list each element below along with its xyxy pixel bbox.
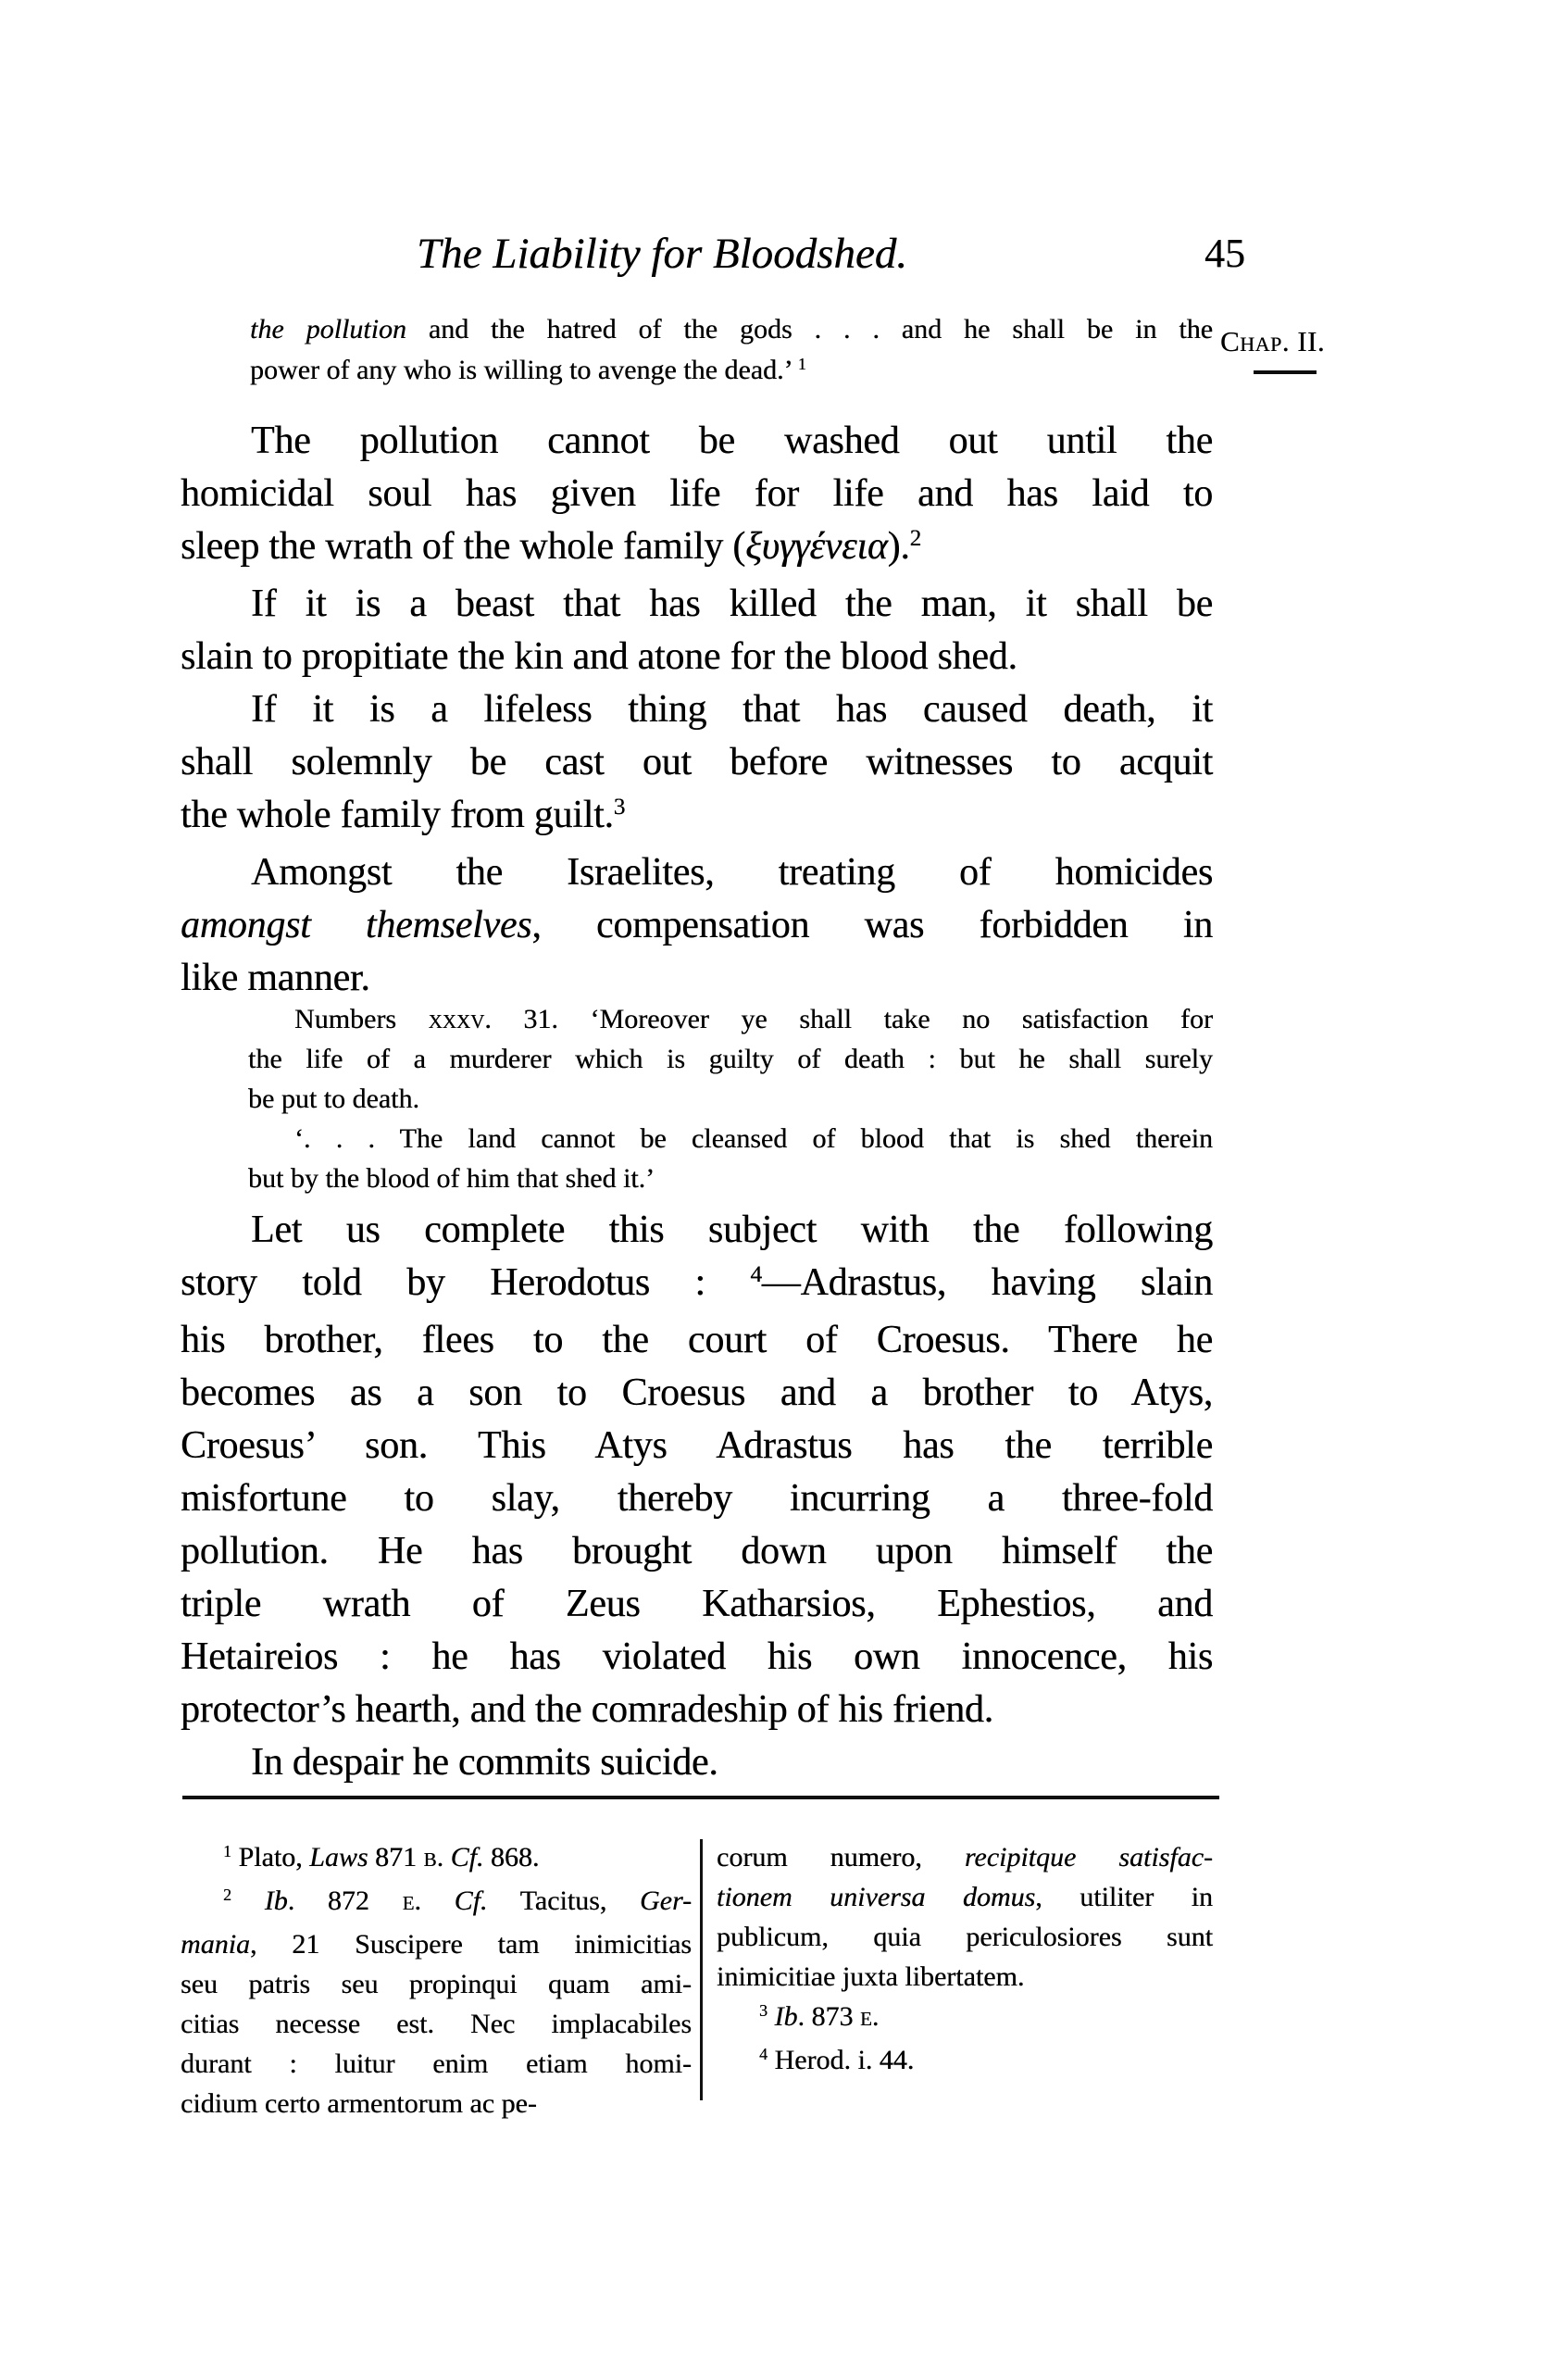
text-line: story told by Herodotus : $^4$—Adrastus, having slain: [181, 1261, 1213, 1304]
opening-quote-block: [250, 309, 1213, 394]
text-line: corum numero, recipitque satisfac-: [717, 1842, 1213, 1873]
text-line: power of any who is willing to avenge the dead.’ $^1$: [250, 355, 806, 385]
margin-note-rule: [1254, 370, 1317, 374]
text-line: Numbers xxxv. 31. ‘Moreover ye shall take no satisfaction for: [294, 1004, 1213, 1034]
text-line: his brother, flees to the court of Croesus. There he: [181, 1319, 1213, 1361]
text-line: triple wrath of Zeus Katharsios, Ephestios, and: [181, 1583, 1213, 1625]
chapter-label: [1220, 324, 1387, 359]
text-line: $^1$ Plato, Laws 871 b. Cf. 868.: [223, 1842, 540, 1873]
text-line: pollution. He has brought down upon himself the: [181, 1530, 1213, 1572]
text-line: becomes as a son to Croesus and a brother to Atys,: [181, 1372, 1213, 1414]
scripture-quote-block: [248, 999, 1213, 1198]
text-line: citias necesse est. Nec implacabiles: [181, 2009, 692, 2039]
text-line: seu patris seu propinqui quam ami-: [181, 1969, 692, 1999]
text-line: Chap. II.: [1220, 325, 1326, 357]
chapter-margin-note: [1220, 324, 1387, 374]
text-line: durant : luitur enim etiam homi-: [181, 2048, 692, 2079]
text-line: Croesus’ son. This Atys Adrastus has the terrible: [181, 1424, 1213, 1467]
main-text-lower: [181, 1204, 1213, 1789]
main-text-upper: [181, 415, 1213, 1005]
text-line: be put to death.: [248, 1084, 419, 1114]
text-line: sleep the wrath of the whole family (ξυγγένεια).$^2$: [181, 525, 921, 568]
running-header: [181, 228, 1245, 280]
text-line: amongst themselves, compensation was forbidden in: [181, 904, 1213, 946]
text-line: the pollution and the hatred of the gods . . . and he shall be in the: [250, 314, 1213, 344]
text-line: If it is a lifeless thing that has caused death, it: [251, 688, 1213, 731]
text-line: the whole family from guilt.$^3$: [181, 794, 626, 836]
text-line: $^3$ Ib. 873 e.: [759, 2001, 880, 2032]
text-line: ‘. . . The land cannot be cleansed of blood that is shed therein: [294, 1123, 1213, 1154]
text-line: If it is a beast that has killed the man, it shall be: [251, 582, 1213, 625]
text-line: but by the blood of him that shed it.’: [248, 1163, 655, 1194]
footnote-column-divider: [700, 1839, 703, 2100]
text-line: protector’s hearth, and the comradeship of his friend.: [181, 1688, 993, 1731]
text-line: publicum, quia periculosiores sunt: [717, 1922, 1213, 1952]
footnotes-section: [181, 1837, 1213, 2126]
text-line: Hetaireios : he has violated his own innocence, his: [181, 1635, 1213, 1678]
page-title: The Liability for Bloodshed.: [416, 230, 908, 278]
paragraph-israelites: [181, 846, 1213, 1005]
page-number: 45: [1204, 231, 1245, 276]
text-line: Amongst the Israelites, treating of homicides: [251, 851, 1213, 894]
text-line: mania, 21 Suscipere tam inimicitias: [181, 1929, 692, 1960]
text-line: inimicitiae juxta libertatem.: [717, 1961, 1025, 1992]
text-line: shall solemnly be cast out before witnesses to acquit: [181, 741, 1213, 783]
footnote-column-right: [717, 1837, 1213, 2084]
text-line: cidium certo armentorum ac pe-: [181, 2088, 537, 2119]
paragraph-suicide: [181, 1736, 1213, 1789]
text-line: the life of a murderer which is guilty of death : but he shall surely: [248, 1044, 1213, 1074]
text-line: The pollution cannot be washed out until the: [251, 420, 1213, 462]
text-line: In despair he commits suicide.: [251, 1741, 718, 1784]
paragraph-herodotus-story: [181, 1204, 1213, 1736]
text-line: homicidal soul has given life for life and has laid to: [181, 472, 1213, 515]
paragraph-beast: [181, 578, 1213, 683]
footnote-column-left: [181, 1837, 692, 2123]
text-line: slain to propitiate the kin and atone for the blood shed.: [181, 635, 1017, 678]
footnote-separator-rule: [182, 1796, 1219, 1799]
text-line: misfortune to slay, thereby incurring a three-fold: [181, 1477, 1213, 1520]
text-line: tionem universa domus, utiliter in: [717, 1882, 1213, 1912]
text-line: Let us complete this subject with the following: [251, 1209, 1213, 1251]
text-line: $^2$ Ib. 872 e. Cf. Tacitus, Ger-: [223, 1885, 693, 1916]
text-line: like manner.: [181, 957, 370, 999]
paragraph-pollution: [181, 415, 1213, 578]
text-line: $^4$ Herod. i. 44.: [759, 2045, 915, 2075]
paragraph-lifeless-thing: [181, 683, 1213, 846]
